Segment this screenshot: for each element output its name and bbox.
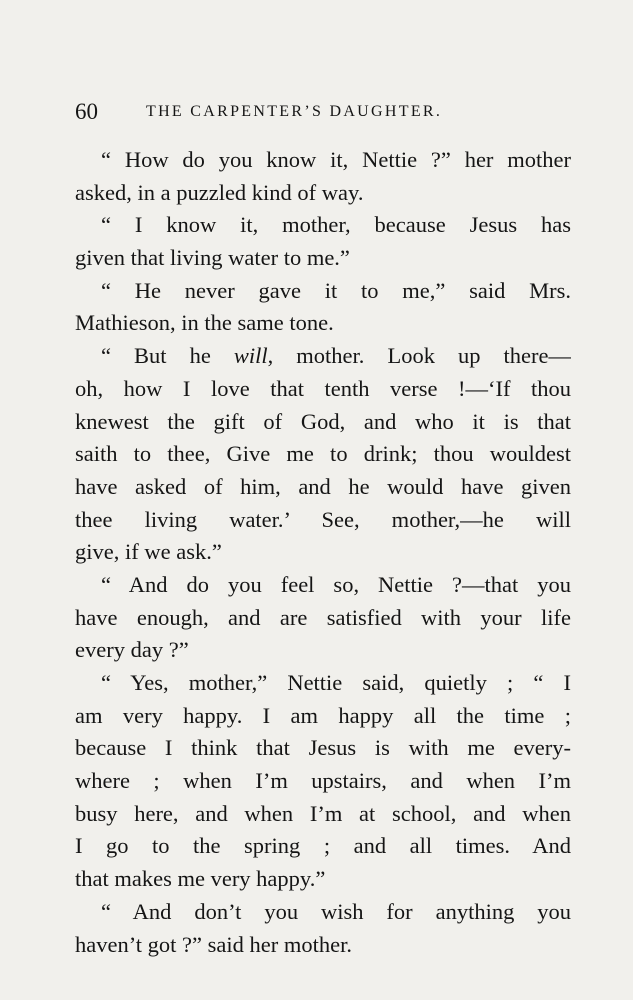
text-line bbox=[75, 667, 571, 700]
text-segment: asked, in a puzzled kind of way. bbox=[75, 179, 364, 205]
text-segment: that makes me very happy.” bbox=[75, 866, 326, 892]
text-line bbox=[75, 144, 571, 177]
text-line bbox=[75, 406, 571, 439]
text-line bbox=[75, 307, 571, 340]
text-line bbox=[75, 569, 571, 602]
text-line bbox=[75, 438, 571, 471]
text-line bbox=[75, 732, 571, 765]
running-head: THE CARPENTER’S DAUGHTER. bbox=[146, 103, 443, 120]
text-line bbox=[75, 798, 571, 831]
text-line bbox=[75, 177, 571, 210]
text-line bbox=[75, 504, 571, 537]
text-line bbox=[75, 765, 571, 798]
page-number: 60 bbox=[75, 99, 98, 124]
text-segment: saith to thee, Give me to drink; thou wouldest bbox=[75, 441, 571, 467]
text-line bbox=[75, 863, 571, 896]
body-text bbox=[75, 144, 571, 961]
text-line bbox=[75, 830, 571, 863]
text-segment: “ He never gave it to me,” said Mrs. bbox=[101, 277, 571, 303]
text-segment: have enough, and are satisfied with your life bbox=[75, 604, 571, 630]
text-line bbox=[75, 700, 571, 733]
text-segment: I go to the spring ; and all times. And bbox=[75, 833, 571, 859]
text-segment: “ And do you feel so, Nettie ?—that you bbox=[101, 571, 571, 597]
text-segment: because I think that Jesus is with me every- bbox=[75, 735, 571, 761]
text-segment: where ; when I’m upstairs, and when I’m bbox=[75, 768, 571, 794]
text-line bbox=[75, 471, 571, 504]
text-segment: Mathieson, in the same tone. bbox=[75, 310, 334, 336]
italic-text: will bbox=[233, 343, 268, 369]
text-segment: give, if we ask.” bbox=[75, 539, 222, 565]
text-line bbox=[75, 373, 571, 406]
text-segment: “ I know it, mother, because Jesus has bbox=[101, 212, 571, 238]
text-segment: oh, how I love that tenth verse !—‘If thou bbox=[75, 375, 571, 401]
text-segment: , mother. Look up there— bbox=[267, 343, 571, 369]
text-line bbox=[75, 209, 571, 242]
text-segment: “ Yes, mother,” Nettie said, quietly ; “ I bbox=[101, 670, 571, 695]
text-segment: “ And don’t you wish for anything you bbox=[101, 898, 571, 924]
text-segment: “ But he bbox=[101, 343, 234, 369]
text-segment: busy here, and when I’m at school, and when bbox=[75, 800, 571, 826]
text-line bbox=[75, 536, 571, 569]
text-segment: knewest the gift of God, and who it is that bbox=[75, 408, 571, 434]
text-segment: am very happy. I am happy all the time ; bbox=[75, 702, 571, 728]
text-segment: “ How do you know it, Nettie ?” her mother bbox=[101, 147, 571, 172]
text-segment: thee living water.’ See, mother,—he will bbox=[75, 506, 571, 532]
text-segment: every day ?” bbox=[75, 637, 189, 663]
text-line bbox=[75, 275, 571, 308]
text-segment: have asked of him, and he would have given bbox=[75, 473, 571, 499]
page-header bbox=[75, 97, 575, 127]
text-line bbox=[75, 602, 571, 635]
text-line bbox=[75, 929, 571, 962]
text-segment: given that living water to me.” bbox=[75, 245, 350, 271]
text-line bbox=[75, 896, 571, 929]
text-segment: haven’t got ?” said her mother. bbox=[75, 931, 352, 957]
text-line bbox=[75, 340, 571, 373]
text-line bbox=[75, 634, 571, 667]
text-line bbox=[75, 242, 571, 275]
